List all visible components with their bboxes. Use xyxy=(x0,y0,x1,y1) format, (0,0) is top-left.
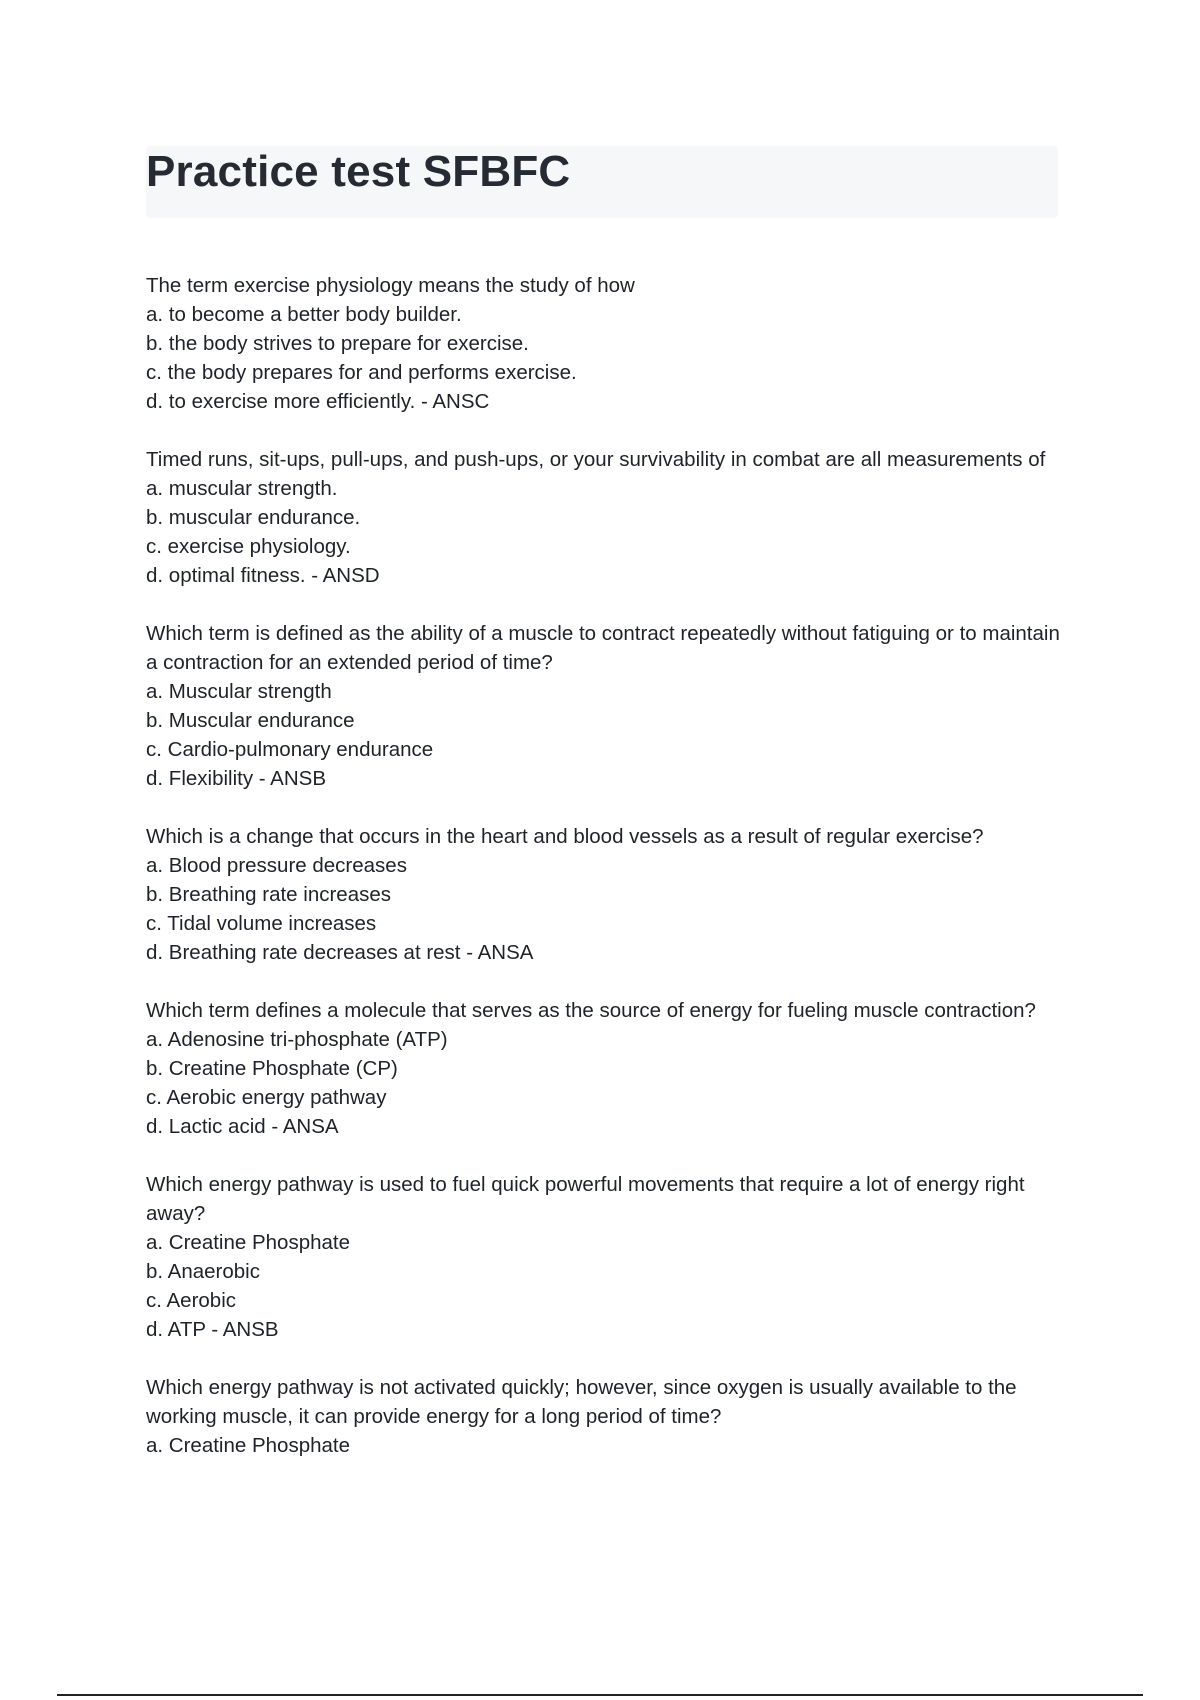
answer-option: a. Adenosine tri-phosphate (ATP) xyxy=(146,1028,448,1051)
answer-option: c. Aerobic energy pathway xyxy=(146,1086,387,1109)
answer-option: b. Muscular endurance xyxy=(146,709,355,732)
question-block xyxy=(146,445,1066,590)
question-block xyxy=(146,271,1066,416)
question-text: Which term defines a molecule that serves as the source of energy for fueling muscle contraction? xyxy=(146,999,1036,1022)
answer-option: c. Cardio-pulmonary endurance xyxy=(146,738,434,761)
answer-option: b. Creatine Phosphate (CP) xyxy=(146,1057,398,1080)
answer-option: a. Blood pressure decreases xyxy=(146,854,407,877)
answer-option: a. Creatine Phosphate xyxy=(146,1231,350,1254)
question-block xyxy=(146,1373,1066,1460)
answer-option: c. exercise physiology. xyxy=(146,535,351,558)
answer-option: c. Tidal volume increases xyxy=(146,912,377,935)
answer-option: b. the body strives to prepare for exercise. xyxy=(146,332,529,355)
answer-option: a. Creatine Phosphate xyxy=(146,1434,350,1457)
answer-option: c. the body prepares for and performs exercise. xyxy=(146,361,577,384)
question-text: Which energy pathway is used to fuel quick powerful movements that require a lot of energy right away? xyxy=(146,1173,1025,1225)
answer-option: b. Breathing rate increases xyxy=(146,883,391,906)
question-block xyxy=(146,619,1066,793)
question-text: Which is a change that occurs in the heart and blood vessels as a result of regular exercise? xyxy=(146,825,984,848)
answer-option: a. Muscular strength xyxy=(146,680,332,703)
question-text: Timed runs, sit-ups, pull-ups, and push-ups, or your survivability in combat are all measurements of xyxy=(146,448,1046,471)
answer-option: d. optimal fitness. - ANSD xyxy=(146,564,380,587)
answer-option: c. Aerobic xyxy=(146,1289,237,1312)
page-title: Practice test SFBFC xyxy=(146,147,571,196)
answer-option: b. Anaerobic xyxy=(146,1260,260,1283)
question-text: Which term is defined as the ability of a muscle to contract repeatedly without fatiguing or to maintain a contraction for an extended period of time? xyxy=(146,622,1060,674)
answer-option: d. Lactic acid - ANSA xyxy=(146,1115,339,1138)
answer-option: b. muscular endurance. xyxy=(146,506,361,529)
answer-option: d. Flexibility - ANSB xyxy=(146,767,326,790)
question-text: Which energy pathway is not activated quickly; however, since oxygen is usually available to the working muscle, it can provide energy for a long period of time? xyxy=(146,1376,1017,1428)
question-block xyxy=(146,822,1066,967)
answer-option: a. to become a better body builder. xyxy=(146,303,462,326)
answer-option: d. ATP - ANSB xyxy=(146,1318,279,1341)
question-block xyxy=(146,996,1066,1141)
footer-divider xyxy=(57,1694,1143,1696)
answer-option: d. Breathing rate decreases at rest - ANSA xyxy=(146,941,534,964)
answer-option: a. muscular strength. xyxy=(146,477,338,500)
question-list xyxy=(146,271,1066,1489)
question-block xyxy=(146,1170,1066,1344)
answer-option: d. to exercise more efficiently. - ANSC xyxy=(146,390,490,413)
question-text: The term exercise physiology means the study of how xyxy=(146,274,635,297)
